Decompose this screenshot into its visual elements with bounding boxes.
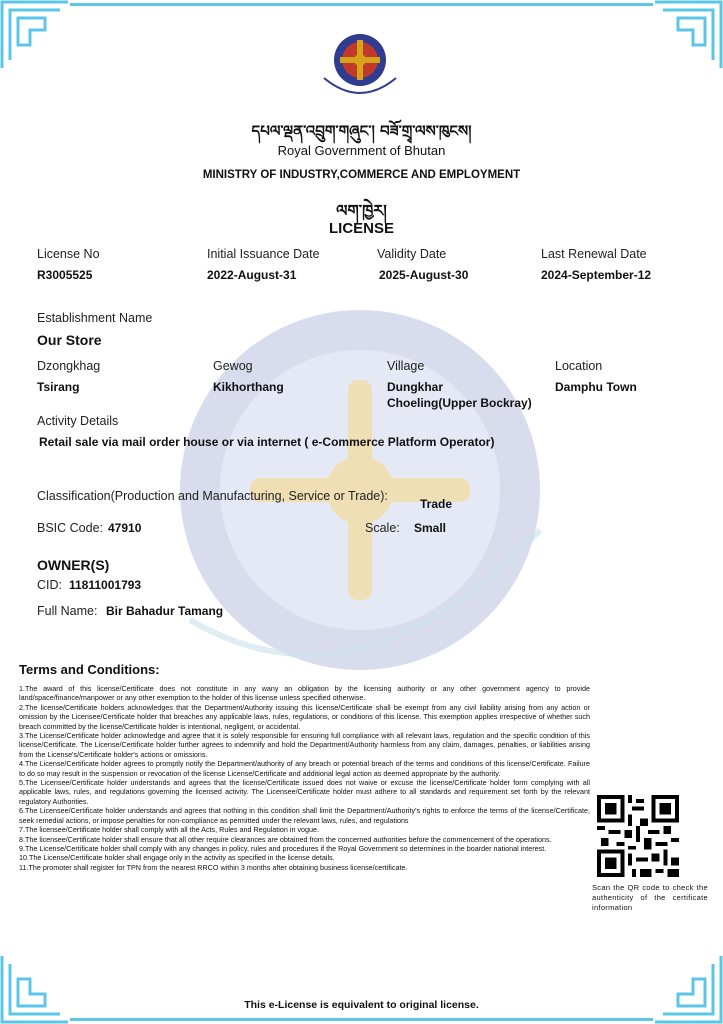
issuance-date-label: Initial Issuance Date xyxy=(207,247,320,261)
ministry-name: MINISTRY OF INDUSTRY,COMMERCE AND EMPLOYMENT xyxy=(202,169,521,181)
activity-details-label: Activity Details xyxy=(37,414,119,428)
license-title: LICENSE xyxy=(328,220,394,237)
term-item: 6.The Licensee/Certificate holder understands and agrees that nothing in this condition shall limit the Department/Authority's rights to enforce the terms of the license/Certificate, seek remedial actions, or impose penalties for non-compliance as permitted under the relevant laws, rules, and regulations xyxy=(19,806,590,825)
full-name-label: Full Name: xyxy=(37,604,98,618)
cid-value: 11811001793 xyxy=(69,578,142,592)
terms-list xyxy=(19,684,590,872)
term-item: 4.The License/Certificate holder agrees to promptly notify the Department/authority of any breach or potential breach of the terms and conditions of this license/Certificate. Failure to do so may result in the suspension or revocation of the license License/Certificate and additional legal action as deemed appropriate by the authority. xyxy=(19,759,590,778)
bsic-code-value: 47910 xyxy=(108,521,142,535)
term-item: 2.The license/Certificate holders acknowledges that the Department/Authority issuing this license/Certificate shall be exempt from any civil liability arising from any action or omission by the Licensee/Certificate holder that breaches any applicable laws, rules, regulations, or conditions of this license. This exemption applies irrespective of whether such breach committed by the license/Certificate holder is intentional, negligent, or accidental. xyxy=(19,702,590,731)
dzongkha-government-title: དཔལ་ལྡན་འབྲུག་གཞུང་། བཟོ་གྲྭ་ལས་ཁུངས། xyxy=(251,122,472,140)
term-item: 5.The Licensee/Certificate holder understands and agrees that the license/Certificate issued does not waive or excuse the license/Certificate holder form complying with all applicable laws, rules, and regulations governing the licensed activity. The Licensee/Certificate holder must adhere to all standards and requirement set forth by the relevant regulatory Authorities. xyxy=(19,778,590,806)
issuance-date-value: 2022-August-31 xyxy=(207,268,297,282)
license-no-value: R3005525 xyxy=(37,268,93,282)
license-no-label: License No xyxy=(37,247,100,261)
dzongkha-license-title: ལག་ཁྱེར། xyxy=(336,201,387,220)
owner-heading: OWNER(S) xyxy=(37,557,110,573)
term-item: 8.The licensee/Certificate holder shall ensure that all other require clearances are obtained from the concerned authorities before the commencement of the operations. xyxy=(19,834,552,844)
watermark-emblem xyxy=(120,290,603,730)
frame-corner-bottom-left xyxy=(0,954,70,1024)
frame-edge-bottom xyxy=(70,1018,653,1021)
gewog-label: Gewog xyxy=(213,359,253,373)
terms-title: Terms and Conditions: xyxy=(19,662,160,677)
term-item: 3.The License/Certificate holder acknowledge and agree that it is solely responsible for ensuring full compliance with all relevant laws, regulation and the specific condition of this license/Certificate. The License/Certificate holder further agrees to indemnify and hold the Department/Authority harmless from any claim, damages, penalties, or liabilities arising from the License's/Certificate holder's actions or omissions. xyxy=(19,731,590,759)
village-label: Village xyxy=(387,359,425,373)
government-name: Royal Government of Bhutan xyxy=(277,143,446,158)
frame-corner-top-left xyxy=(0,0,70,70)
frame-corner-bottom-right xyxy=(653,954,723,1024)
frame-edge-top xyxy=(70,3,653,6)
gewog-value: Kikhorthang xyxy=(213,380,284,394)
classification-label: Classification(Production and Manufacturing, Service or Trade): xyxy=(37,489,388,503)
establishment-name-label: Establishment Name xyxy=(37,311,153,325)
bsic-code-label: BSIC Code: xyxy=(37,521,104,535)
village-value-line1: Dungkhar xyxy=(387,380,444,394)
term-item: 10.The License/Certificate holder shall engage only in the activity as specified in the license details. xyxy=(19,853,335,863)
validity-date-value: 2025-August-30 xyxy=(379,268,469,282)
scale-value: Small xyxy=(414,521,447,535)
validity-date-label: Validity Date xyxy=(377,247,447,261)
renewal-date-value: 2024-September-12 xyxy=(541,268,652,282)
term-item: 7.The licensee/Certificate holder shall comply with all the Acts, Rules and Regulation in vogue. xyxy=(19,825,320,835)
scale-label: Scale: xyxy=(365,521,400,535)
term-item: 1.The award of this license/Certificate does not constitute in any wany an obligation by the licensing authority or any other government agency to provide land/space/finance/manpower or any other exemption to the holder of this license unless specified otherwise. xyxy=(19,684,590,703)
qr-code[interactable] xyxy=(597,795,679,877)
village-value-line2: Choeling(Upper Bockray) xyxy=(387,396,532,410)
establishment-name-value: Our Store xyxy=(37,332,102,348)
qr-caption: Scan the QR code to check the authenticity of the certificate information xyxy=(592,883,708,912)
term-item: 11.The promoter shall register for TPN from the nearest RRCO within 3 months after obtaining business license/certificate. xyxy=(19,862,408,872)
frame-corner-top-right xyxy=(653,0,723,70)
royal-emblem xyxy=(310,28,410,108)
renewal-date-label: Last Renewal Date xyxy=(541,247,647,261)
term-item: 9.The License/Certificate holder shall comply with any changes in policy, rules and procedures if the Royal Government so determines in the boarder national interest. xyxy=(19,843,547,853)
dzongkhag-label: Dzongkhag xyxy=(37,359,101,373)
dzongkhag-value: Tsirang xyxy=(37,380,80,394)
location-label: Location xyxy=(555,359,603,373)
classification-value: Trade xyxy=(420,497,453,511)
location-value: Damphu Town xyxy=(555,380,637,394)
activity-details-value: Retail sale via mail order house or via internet ( e-Commerce Platform Operator) xyxy=(39,435,495,449)
footer-note: This e-License is equivalent to original license. xyxy=(244,999,479,1011)
full-name-value: Bir Bahadur Tamang xyxy=(106,604,224,618)
cid-label: CID: xyxy=(37,578,62,592)
